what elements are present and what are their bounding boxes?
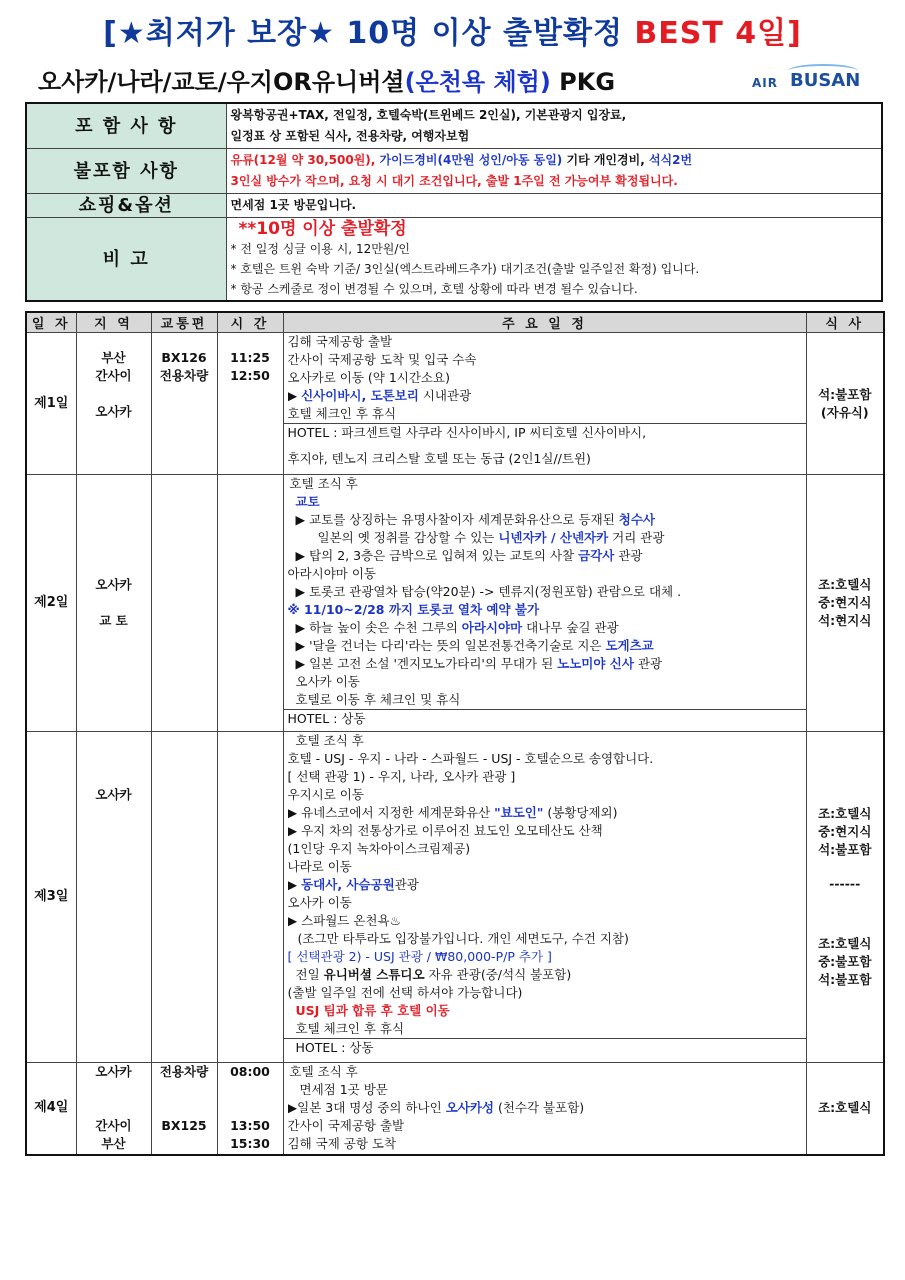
exclude-line-1 bbox=[231, 150, 878, 171]
day3-transport bbox=[151, 732, 217, 1063]
day1-region bbox=[76, 333, 151, 475]
day2-line-12: 오사카 이동 bbox=[295, 674, 360, 689]
day3-meal-b3: 석:불포함 bbox=[818, 972, 872, 987]
day1-hotel bbox=[284, 423, 806, 468]
day2-line-1: 호텔 조식 후 bbox=[289, 476, 358, 491]
note-line-3: * 항공 스케줄로 정이 변경될 수 있으며, 호텔 상황에 따라 변경 될수 있습니다. bbox=[230, 282, 638, 296]
day3-time bbox=[217, 732, 283, 1063]
day2-line-3 bbox=[288, 511, 802, 529]
day2-l3-text: ▶ 교토를 상징하는 유명사찰이자 세계문화유산으로 등재된 bbox=[295, 512, 619, 527]
info-table bbox=[25, 102, 883, 302]
day1-line-2: 간사이 국제공항 도착 및 입국 수속 bbox=[287, 352, 477, 367]
arrow-icon: ▶ bbox=[287, 388, 302, 403]
day4-time bbox=[217, 1063, 283, 1155]
day2-l5-text: ▶ 탑의 2, 3층은 금박으로 입혀져 있는 교토의 사찰 bbox=[295, 548, 579, 563]
col-itinerary: 주 요 일 정 bbox=[283, 312, 806, 333]
exclude-etc: 기타 개인경비, bbox=[562, 153, 649, 167]
air-busan-logo bbox=[752, 66, 862, 96]
day4-time-3: 15:30 bbox=[230, 1136, 270, 1151]
day2-meal-2: 중:현지식 bbox=[818, 595, 872, 610]
day1-time bbox=[217, 333, 283, 475]
day2-l4-text: 일본의 옛 정취를 감상할 수 있는 bbox=[317, 530, 499, 545]
page-title bbox=[0, 8, 905, 52]
day3-line-1: 호텔 조식 후 bbox=[295, 733, 364, 748]
note-line-1: * 전 일정 싱글 이용 시, 12만원/인 bbox=[230, 242, 411, 256]
day2-row bbox=[26, 475, 884, 732]
day3-line-9 bbox=[288, 876, 802, 894]
day4-transport bbox=[151, 1063, 217, 1155]
day2-l9-text: ▶ 하늘 높이 솟은 수천 그루의 bbox=[295, 620, 462, 635]
day1-line-4 bbox=[288, 387, 802, 405]
day3-region-1: 오사카 bbox=[95, 787, 132, 802]
day2-l3-hl: 청수사 bbox=[618, 512, 655, 527]
day3-line-7: (1인당 우지 녹차아이스크림제공) bbox=[287, 841, 471, 856]
day2-region bbox=[76, 475, 151, 732]
day1-transport bbox=[151, 333, 217, 475]
day2-itinerary bbox=[283, 475, 806, 732]
day2-hotel: HOTEL : 상동 bbox=[284, 709, 806, 728]
day1-hotel-1: HOTEL : 파크센트럴 사쿠라 신사이바시, IP 씨티호텔 신사이바시, bbox=[287, 425, 647, 440]
day3-meal-b1: 조:호텔식 bbox=[818, 936, 872, 951]
day3-label: 제3일 bbox=[26, 732, 76, 1063]
day3-hotel: HOTEL : 상동 bbox=[284, 1038, 806, 1057]
logo-busan: BUSAN bbox=[790, 70, 861, 91]
day4-l3-text: ▶일본 3대 명성 중의 하나인 bbox=[287, 1100, 446, 1115]
day2-line-2: 교토 bbox=[295, 494, 320, 509]
arrow-icon: ▶ bbox=[287, 877, 302, 892]
day3-meal bbox=[806, 732, 884, 1063]
day1-meal-2: (자유식) bbox=[820, 404, 869, 420]
day3-line-14 bbox=[288, 966, 802, 984]
day2-l4-tail: 거리 관광 bbox=[608, 530, 665, 545]
day1-itinerary bbox=[283, 333, 806, 475]
day3-line-5 bbox=[288, 804, 802, 822]
day3-meal-a2: 중:현지식 bbox=[818, 824, 872, 839]
day3-l5-tail: (봉황당제외) bbox=[543, 805, 618, 820]
exclude-label: 불포함 사항 bbox=[26, 149, 226, 194]
day1-flight: BX126 bbox=[161, 350, 207, 365]
day1-time-2: 12:50 bbox=[230, 368, 270, 383]
day3-l5-text: ▶ 유네스코에서 지정한 세계문화유산 bbox=[287, 805, 495, 820]
exclude-row bbox=[26, 149, 882, 194]
day4-line-2: 면세점 1곳 방문 bbox=[299, 1082, 388, 1097]
day2-l5-hl: 금각사 bbox=[578, 548, 615, 563]
day3-line-17: 호텔 체크인 후 휴식 bbox=[295, 1021, 405, 1036]
day1-time-1: 11:25 bbox=[230, 350, 270, 365]
day3-line-8: 나라로 이동 bbox=[287, 859, 352, 874]
day2-region-1: 오사카 bbox=[95, 577, 132, 592]
note-line-2: * 호텔은 트윈 숙박 기준/ 3인실(엑스트라베드추가) 대기조건(출발 일주일전 확정) 입니다. bbox=[230, 262, 700, 276]
day2-l11-text: ▶ 일본 고전 소설 '겐지모노가타리'의 무대가 된 bbox=[295, 656, 558, 671]
day4-region-2: 간사이 bbox=[95, 1118, 132, 1133]
day3-line-15: (출발 일주일 전에 선택 하셔야 가능합니다) bbox=[287, 985, 523, 1000]
day2-meal-1: 조:호텔식 bbox=[818, 577, 872, 592]
day3-line-2: 호텔 - USJ - 우지 - 나라 - 스파월드 - USJ - 호텔순으로 송영합니다. bbox=[287, 751, 654, 766]
day1-label: 제1일 bbox=[26, 333, 76, 475]
title-best: BEST 4일] bbox=[634, 16, 802, 51]
day1-sights-tail: 시내관광 bbox=[418, 388, 472, 403]
include-line-2: 일정표 상 포함된 식사, 전용차량, 여행자보험 bbox=[230, 129, 470, 143]
schedule-header bbox=[26, 312, 884, 333]
day1-sights: 신사이바시, 도톤보리 bbox=[301, 388, 419, 403]
day4-meal bbox=[806, 1063, 884, 1155]
day2-line-7: ▶ 토롯코 관광열차 탑승(약20분) -> 텐류지(정원포함) 관람으로 대체 . bbox=[295, 584, 682, 599]
day4-line-5: 김해 국제 공항 도착 bbox=[287, 1136, 397, 1151]
day2-label: 제2일 bbox=[26, 475, 76, 732]
day1-region-3: 오사카 bbox=[95, 404, 132, 419]
day2-line-9 bbox=[288, 619, 802, 637]
day3-line-3: [ 선택 관광 1) - 우지, 나라, 오사카 관광 ] bbox=[287, 769, 516, 784]
day2-meal bbox=[806, 475, 884, 732]
day3-line-12: (조그만 타투라도 입장불가입니다. 개인 세면도구, 수건 지참) bbox=[297, 931, 629, 946]
day3-row bbox=[26, 732, 884, 1063]
day2-l5-tail: 관광 bbox=[614, 548, 643, 563]
day3-meal-b2: 중:불포함 bbox=[818, 954, 872, 969]
day4-time-1: 08:00 bbox=[230, 1064, 270, 1079]
day3-region bbox=[76, 732, 151, 1063]
col-region: 지 역 bbox=[76, 312, 151, 333]
day1-bus: 전용차량 bbox=[159, 368, 209, 383]
day4-itinerary bbox=[283, 1063, 806, 1155]
day2-l9-hl: 아라시야마 bbox=[461, 620, 523, 635]
day2-line-4 bbox=[288, 529, 802, 547]
day3-l9-hl: 동대사, 사슴공원 bbox=[301, 877, 395, 892]
note-confirmed: **10명 이상 출발확정 bbox=[238, 219, 407, 239]
exclude-text bbox=[226, 149, 882, 194]
day4-flight: BX125 bbox=[161, 1118, 207, 1133]
day2-line-8: ※ 11/10~2/28 까지 토롯코 열차 예약 불가 bbox=[287, 602, 540, 617]
day4-region bbox=[76, 1063, 151, 1155]
day2-l10-hl: 도게츠교 bbox=[605, 638, 654, 653]
note-label: 비 고 bbox=[26, 218, 226, 302]
day1-region-2: 간사이 bbox=[95, 368, 132, 383]
day3-l14-tail: 자유 관광(중/석식 불포함) bbox=[424, 967, 572, 982]
col-transport: 교통편 bbox=[151, 312, 217, 333]
day2-line-13: 호텔로 이동 후 체크인 및 휴식 bbox=[295, 692, 461, 707]
shopping-text: 면세점 1곳 방문입니다. bbox=[226, 194, 882, 218]
day1-line-5: 호텔 체크인 후 휴식 bbox=[287, 406, 397, 421]
title-main: [★최저가 보장★ 10명 이상 출발확정 bbox=[103, 16, 623, 51]
day3-line-4: 우지시로 이동 bbox=[287, 787, 364, 802]
exclude-dinner: 석식2번 bbox=[648, 153, 693, 167]
day4-line-1: 호텔 조식 후 bbox=[289, 1064, 358, 1079]
day1-line-3: 오사카로 이동 (약 1시간소요) bbox=[287, 370, 450, 385]
day1-meal-1: 석:불포함 bbox=[818, 386, 872, 402]
day2-line-11 bbox=[288, 655, 802, 673]
day2-time bbox=[217, 475, 283, 732]
shopping-label: 쇼핑&옵션 bbox=[26, 194, 226, 218]
day2-meal-3: 석:현지식 bbox=[818, 613, 872, 628]
day3-l5-hl: "뵤도인" bbox=[494, 805, 544, 820]
day3-line-13: [ 선택관광 2) - USJ 관광 / ₩80,000-P/P 추가 ] bbox=[287, 949, 552, 964]
day4-label: 제4일 bbox=[26, 1063, 76, 1155]
day4-meal-1: 조:호텔식 bbox=[818, 1100, 872, 1116]
subtitle-pkg: PKG bbox=[550, 68, 616, 96]
include-text bbox=[226, 103, 882, 149]
page-subtitle bbox=[38, 62, 615, 97]
day3-meal-a1: 조:호텔식 bbox=[818, 806, 872, 821]
day3-l9-tail: 관광 bbox=[394, 877, 419, 892]
day2-l11-hl: 노노미야 신사 bbox=[557, 656, 634, 671]
day3-line-16: USJ 팀과 합류 후 호텔 이동 bbox=[295, 1003, 450, 1018]
note-text bbox=[226, 218, 882, 302]
day2-l11-tail: 관광 bbox=[633, 656, 663, 671]
day3-itinerary bbox=[283, 732, 806, 1063]
day4-region-1: 오사카 bbox=[95, 1064, 132, 1079]
day1-row bbox=[26, 333, 884, 475]
include-row bbox=[26, 103, 882, 149]
note-row bbox=[26, 218, 882, 302]
day4-time-2: 13:50 bbox=[230, 1118, 270, 1133]
exclude-guide: 가이드경비(4만원 성인/아동 동일) bbox=[379, 153, 563, 167]
day4-region-3: 부산 bbox=[101, 1136, 126, 1151]
day1-meal bbox=[806, 333, 884, 475]
day1-hotel-2: 후지야, 텐노지 크리스탈 호텔 또는 동급 (2인1실//트윈) bbox=[287, 451, 591, 466]
exclude-line-2: 3인실 방수가 작으며, 요청 시 대기 조건입니다, 출발 1주일 전 가능여부 확정됩니다. bbox=[230, 174, 678, 188]
col-time: 시 간 bbox=[217, 312, 283, 333]
day3-line-6: ▶ 우지 차의 전통상가로 이루어진 뵤도인 오모테산도 산책 bbox=[287, 823, 603, 838]
day4-l3-tail: (천수각 불포함) bbox=[494, 1100, 585, 1115]
subtitle-onsen: (온천욕 체험) bbox=[404, 68, 551, 96]
day2-l10-text: ▶ '달을 건너는 다리'라는 뜻의 일본전통건축기술로 지은 bbox=[295, 638, 606, 653]
logo-air: AIR bbox=[752, 76, 778, 90]
day4-line-3 bbox=[288, 1099, 802, 1117]
day2-region-2: 교 토 bbox=[99, 613, 128, 628]
day2-line-10 bbox=[288, 637, 802, 655]
day3-l14-hl: 유니버셜 스튜디오 bbox=[323, 967, 425, 982]
day3-line-10: 오사카 이동 bbox=[287, 895, 352, 910]
day2-line-5 bbox=[288, 547, 802, 565]
day2-line-6: 아라시야마 이동 bbox=[287, 566, 376, 581]
day1-line-1: 김해 국제공항 출발 bbox=[287, 334, 393, 349]
day2-transport bbox=[151, 475, 217, 732]
include-label: 포 함 사 항 bbox=[26, 103, 226, 149]
shopping-row bbox=[26, 194, 882, 218]
day3-meal-a3: 석:불포함 bbox=[818, 842, 872, 857]
day2-l4-hl: 니넨자카 / 산넨자카 bbox=[498, 530, 609, 545]
subtitle-route: 오사카/나라/교토/우지OR유니버셜 bbox=[38, 68, 405, 96]
col-meal: 식 사 bbox=[806, 312, 884, 333]
day4-row bbox=[26, 1063, 884, 1155]
day4-l3-hl: 오사카성 bbox=[445, 1100, 494, 1115]
include-line-1: 왕복항공권+TAX, 전일정, 호텔숙박(트윈베드 2인실), 기본관광지 입장료, bbox=[230, 108, 627, 122]
day2-l9-tail: 대나무 숲길 관광 bbox=[522, 620, 619, 635]
day4-line-4: 간사이 국제공항 출발 bbox=[287, 1118, 405, 1133]
exclude-fuel: 유류(12월 약 30,500원), bbox=[230, 153, 380, 167]
day3-line-11: ▶ 스파월드 온천욕♨ bbox=[287, 913, 401, 928]
day3-meal-separator: ------ bbox=[829, 876, 861, 891]
day4-bus: 전용차량 bbox=[159, 1064, 209, 1079]
schedule-table bbox=[25, 311, 885, 1156]
col-date: 일 자 bbox=[26, 312, 76, 333]
day3-l14-text: 전일 bbox=[295, 967, 324, 982]
day1-region-1: 부산 bbox=[101, 350, 126, 365]
